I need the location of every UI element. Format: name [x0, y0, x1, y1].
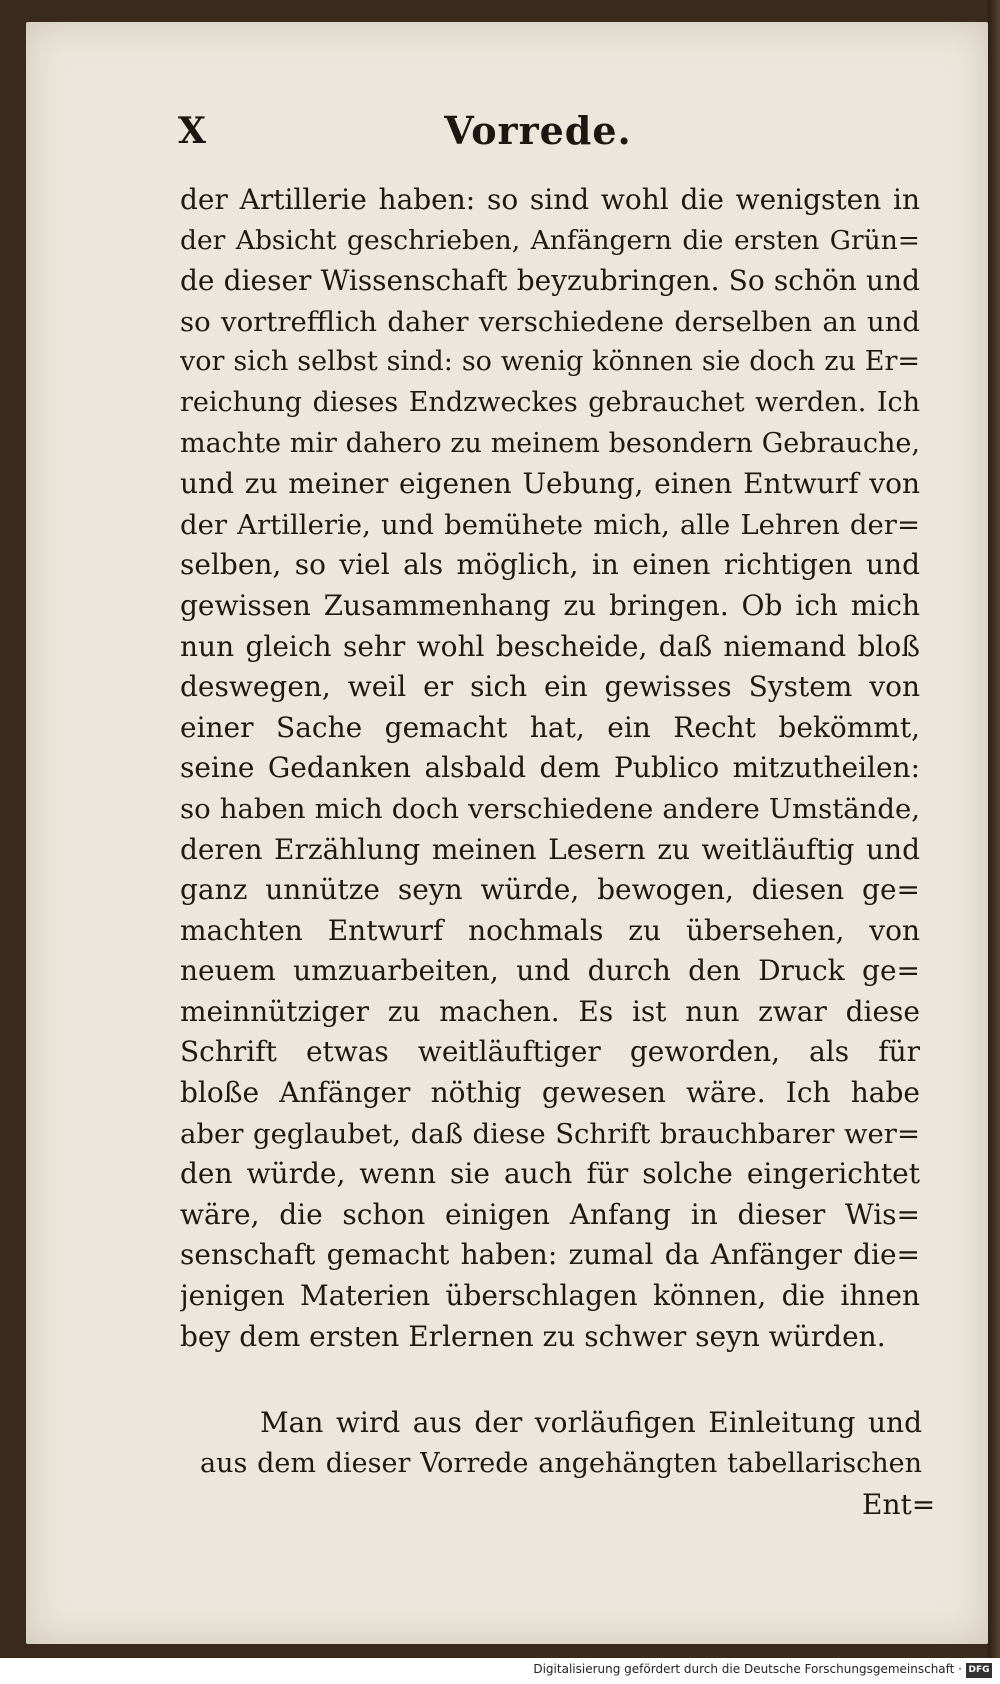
text-line: so haben mich doch verschiedene andere Umstände, [180, 792, 920, 825]
text-line: deren Erzählung meinen Lesern zu weitläuftig und [180, 832, 920, 866]
paragraph-2 [200, 1403, 922, 1484]
catchword: Ent= [862, 1488, 936, 1521]
text-line: der Artillerie haben: so sind wohl die wenigsten in [180, 183, 920, 216]
text-line: jenigen Materien überschlagen können, die ihnen [180, 1279, 920, 1313]
text-line: reichung dieses Endzweckes gebrauchet werden. Ich [180, 386, 920, 418]
dfg-logo-icon: DFG [966, 1663, 992, 1678]
text-line: bey dem ersten Erlernen zu schwer seyn würden. [180, 1319, 886, 1353]
paragraph-1 [180, 180, 920, 1357]
digitization-footer [0, 1658, 1000, 1684]
text-line: aber geglaubet, daß diese Schrift brauchbarer wer= [180, 1117, 920, 1150]
text-line: der Absicht geschrieben, Anfängern die ersten Grün= [180, 224, 920, 256]
book-spine-edge [988, 0, 1000, 1658]
text-line: den würde, wenn sie auch für solche eingerichtet [180, 1157, 920, 1191]
text-line: nun gleich sehr wohl bescheide, daß niemand bloß [180, 629, 920, 663]
funding-credit: Digitalisierung gefördert durch die Deutsche Forschungsgemeinschaft · [533, 1662, 962, 1676]
text-line: machten Entwurf nochmals zu übersehen, von [180, 913, 920, 947]
page-header [178, 100, 898, 160]
text-line: so vortrefflich daher verschiedene derselben an und [180, 305, 920, 338]
text-line: gewissen Zusammenhang zu bringen. Ob ich mich [180, 588, 920, 622]
text-line: einer Sache gemacht hat, ein Recht bekömmt, [180, 710, 920, 744]
text-line: aus dem dieser Vorrede angehängten tabellarischen [200, 1447, 922, 1479]
text-line: neuem umzuarbeiten, und durch den Druck ge= [180, 954, 920, 988]
text-line: bloße Anfänger nöthig gewesen wäre. Ich habe [180, 1076, 920, 1110]
text-line: machte mir dahero zu meinem besondern Gebrauche, [180, 427, 920, 459]
text-line: deswegen, weil er sich ein gewisses System von [180, 670, 920, 704]
running-title: Vorrede. [444, 108, 632, 153]
text-line: meinnütziger zu machen. Es ist nun zwar diese [180, 994, 920, 1028]
text-line: senschaft gemacht haben: zumal da Anfänger die= [180, 1238, 920, 1272]
text-line: ganz unnütze seyn würde, bewogen, diesen ge= [180, 873, 920, 907]
text-line: wäre, die schon einigen Anfang in dieser Wis= [180, 1197, 920, 1231]
text-line: vor sich selbst sind: so wenig können sie doch zu Er= [180, 346, 920, 378]
page-number: X [178, 110, 206, 152]
text-line: selben, so viel als möglich, in einen richtigen und [180, 548, 920, 582]
text-line: de dieser Wissenschaft beyzubringen. So schön und [180, 264, 920, 298]
text-line: der Artillerie, und bemühete mich, alle Lehren der= [180, 508, 920, 541]
text-line: seine Gedanken alsbald dem Publico mitzutheilen: [180, 751, 920, 785]
text-line: und zu meiner eigenen Uebung, einen Entwurf von [180, 467, 920, 501]
text-line: Man wird aus der vorläufigen Einleitung und [260, 1406, 922, 1439]
text-line: Schrift etwas weitläuftiger geworden, als für [180, 1035, 920, 1069]
